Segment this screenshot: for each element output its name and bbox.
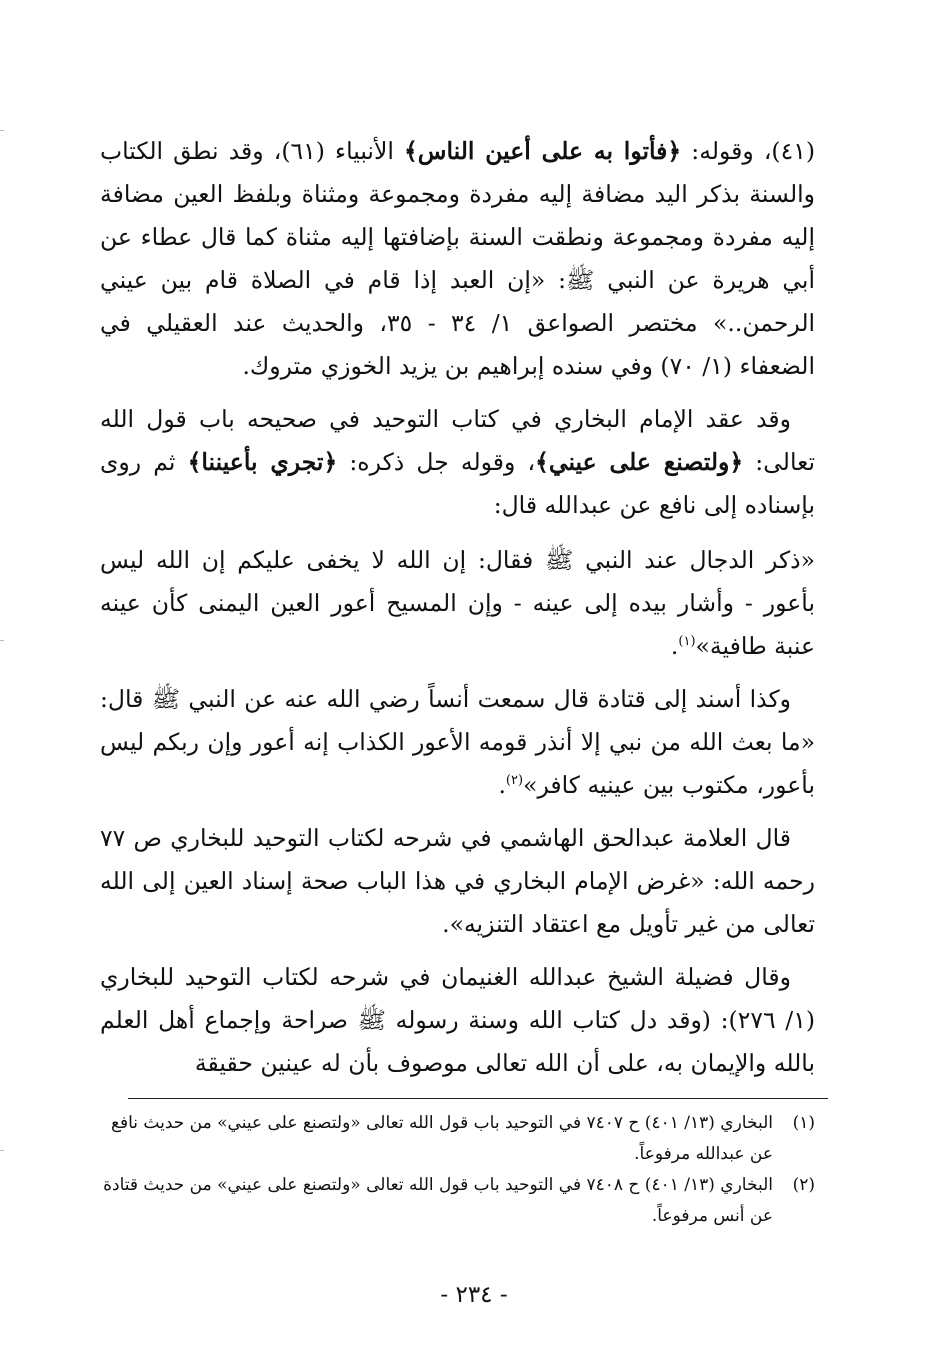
footnote-divider xyxy=(128,1098,828,1099)
quran-quote-2: ﴿ولتصنع على عيني﴾ xyxy=(535,448,744,476)
footnote-ref-2[interactable]: (٢) xyxy=(505,773,524,789)
footnote-ref-1[interactable]: (١) xyxy=(678,634,696,650)
scan-edge-mark xyxy=(0,130,4,131)
footnote-number: (١) xyxy=(792,1113,815,1133)
paragraph-4 xyxy=(100,678,815,807)
hadith-quote-1-end: . xyxy=(670,632,679,660)
footnote-1 xyxy=(100,1108,815,1170)
paragraph-4-end: . xyxy=(498,771,506,799)
footnote-2 xyxy=(100,1170,815,1232)
page-body xyxy=(100,130,815,1085)
quran-quote-1: ﴿فأتوا به على أعين الناس﴾ xyxy=(404,137,682,165)
footnote-number: (٢) xyxy=(792,1175,815,1195)
hadith-quote-1 xyxy=(100,539,815,668)
scan-edge-mark xyxy=(0,640,4,641)
paragraph-6: وقال فضيلة الشيخ عبدالله الغنيمان في شرحه لكتاب التوحيد للبخاري (١/ ٢٧٦): (وقد دل كتاب الله وسنة رسوله ﷺ صراحة وإجماع أهل العلم بالله والإيمان به، على أن الله تعالى موصوف بأن له عينين حقيقة xyxy=(100,963,815,1077)
paragraph-2-text-a: وقد عقد الإمام البخاري في كتاب التوحيد في صحيحه باب قول الله تعالى: xyxy=(100,405,815,476)
footnote-text: البخاري (١٣/ ٤٠١) ح ٧٤٠٧ في التوحيد باب قول الله تعالى «ولتصنع على عيني» من حديث نافع عن عبدالله مرفوعاً. xyxy=(110,1113,773,1164)
scan-edge-mark xyxy=(0,1150,4,1151)
paragraph-2-text-e: ثم روى بإسناده إلى نافع عن عبدالله قال: xyxy=(100,448,815,519)
paragraph-2 xyxy=(100,398,815,527)
quran-quote-3: ﴿تجري بأعيننا﴾ xyxy=(187,448,338,476)
paragraph-1-text-c: الأنبياء (٦١)، وقد نطق الكتاب والسنة بذكر اليد مضافة إليه مفردة ومجموعة ومثناة وبلفظ العين مضافة إليه مفردة ومجموعة ونطقت السنة بإضافتها إليه مثناة كما قال عطاء عن أبي هريرة عن النبي ﷺ: «إن العبد إذا قام في الصلاة قام بين عيني الرحمن..» مختصر الصواعق ١/ ٣٤ - ٣٥، والحديث عند العقيلي في الضعفاء (١/ ٧٠) وفي سنده إبراهيم بن يزيد الخوزي متروك. xyxy=(100,137,816,380)
paragraph-4-text: وكذا أسند إلى قتادة قال سمعت أنساً رضي الله عنه عن النبي ﷺ قال: «ما بعث الله من نبي إلا أنذر قومه الأعور الكذاب إنه أعور وإن ربكم ليس بأعور، مكتوب بين عينيه كافر» xyxy=(100,685,815,799)
paragraph-1-text-a: (٤١)، وقوله: xyxy=(681,137,815,165)
paragraph-5: قال العلامة عبدالحق الهاشمي في شرحه لكتاب التوحيد للبخاري ص ٧٧ رحمه الله: «غرض الإمام البخاري في هذا الباب صحة إسناد العين إلى الله تعالى من غير تأويل مع اعتقاد التنزيه». xyxy=(100,824,815,938)
footnotes xyxy=(100,1108,815,1232)
paragraph-2-text-c: ، وقوله جل ذكره: xyxy=(337,448,536,476)
hadith-quote-1-text: «ذكر الدجال عند النبي ﷺ فقال: إن الله لا يخفى عليكم إن الله ليس بأعور - وأشار بيده إلى عينه - وإن المسيح أعور العين اليمنى كأن عينه عنبة طافية» xyxy=(100,546,815,660)
paragraph-1 xyxy=(100,130,815,388)
page-number: - ٢٣٤ - xyxy=(440,1282,508,1308)
footnote-text: البخاري (١٣/ ٤٠١) ح ٧٤٠٨ في التوحيد باب قول الله تعالى «ولتصنع على عيني» من حديث قتادة عن أنس مرفوعاً. xyxy=(103,1175,773,1226)
